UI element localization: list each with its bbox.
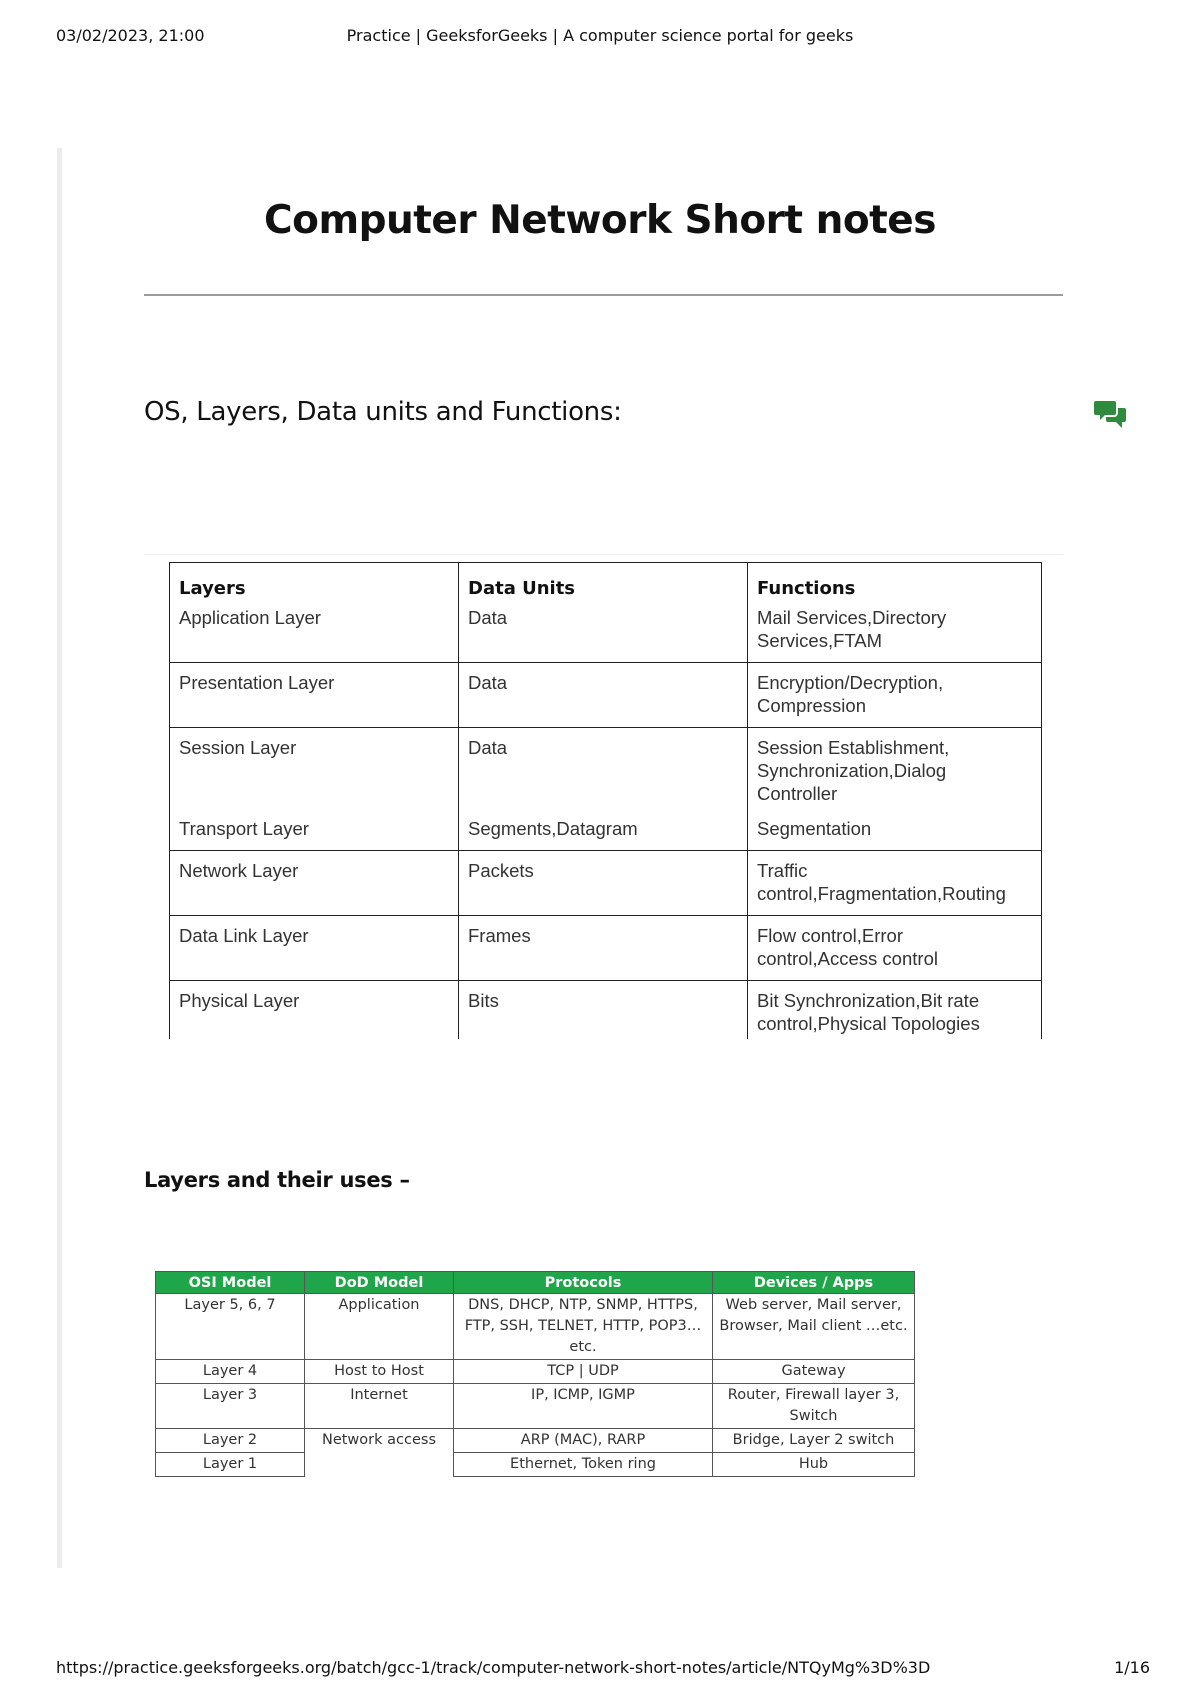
table-header-row <box>170 563 1042 605</box>
cell-function: Traffic control,Fragmentation,Routing <box>748 851 1042 916</box>
cell-unit: Segments,Datagram <box>459 811 748 851</box>
header-functions: Functions <box>748 563 1042 605</box>
cell-unit: Bits <box>459 981 748 1040</box>
table-row <box>170 663 1042 728</box>
cell-protocols: TCP | UDP <box>454 1360 713 1384</box>
osi-layers-table <box>169 562 1042 1039</box>
cell-osi: Layer 1 <box>156 1453 305 1477</box>
cell-dod: Application <box>305 1294 454 1360</box>
cell-devices: Web server, Mail server, Browser, Mail client …etc. <box>713 1294 915 1360</box>
cell-osi: Layer 3 <box>156 1384 305 1429</box>
cell-function: Bit Synchronization,Bit rate control,Physical Topologies <box>748 981 1042 1040</box>
cell-layer: Application Layer <box>170 604 459 663</box>
cell-unit: Data <box>459 663 748 728</box>
cell-function: Flow control,Error control,Access control <box>748 916 1042 981</box>
cell-layer: Physical Layer <box>170 981 459 1040</box>
chat-icon[interactable] <box>1094 398 1128 432</box>
table-row <box>156 1294 915 1360</box>
dod-model-table <box>155 1271 915 1477</box>
cell-protocols: DNS, DHCP, NTP, SNMP, HTTPS, FTP, SSH, TELNET, HTTP, POP3…etc. <box>454 1294 713 1360</box>
cell-protocols: IP, ICMP, IGMP <box>454 1384 713 1429</box>
page-number: 1/16 <box>1114 1658 1150 1677</box>
header-data-units: Data Units <box>459 563 748 605</box>
header-protocols: Protocols <box>454 1272 713 1294</box>
print-datetime: 03/02/2023, 21:00 <box>56 26 205 45</box>
cell-function: Encryption/Decryption, Compression <box>748 663 1042 728</box>
cell-devices: Bridge, Layer 2 switch <box>713 1429 915 1453</box>
cell-protocols: Ethernet, Token ring <box>454 1453 713 1477</box>
cell-function: Mail Services,Directory Services,FTAM <box>748 604 1042 663</box>
cell-layer: Presentation Layer <box>170 663 459 728</box>
title-divider <box>144 294 1063 296</box>
print-page-title: Practice | GeeksforGeeks | A computer science portal for geeks <box>346 26 854 45</box>
section-divider <box>144 554 1063 555</box>
cell-layer: Transport Layer <box>170 811 459 851</box>
cell-devices: Hub <box>713 1453 915 1477</box>
cell-dod: Host to Host <box>305 1360 454 1384</box>
cell-function: Segmentation <box>748 811 1042 851</box>
header-osi-model: OSI Model <box>156 1272 305 1294</box>
cell-layer: Network Layer <box>170 851 459 916</box>
table-row <box>156 1429 915 1453</box>
cell-unit: Data <box>459 604 748 663</box>
header-devices-apps: Devices / Apps <box>713 1272 915 1294</box>
cell-devices: Router, Firewall layer 3, Switch <box>713 1384 915 1429</box>
cell-dod: Network access <box>305 1429 454 1477</box>
table-row <box>170 728 1042 812</box>
table-row <box>156 1453 915 1477</box>
table-row <box>170 604 1042 663</box>
table-header-row <box>156 1272 915 1294</box>
table-row <box>170 916 1042 981</box>
cell-dod: Internet <box>305 1384 454 1429</box>
cell-devices: Gateway <box>713 1360 915 1384</box>
left-margin-rule <box>57 148 62 1568</box>
cell-protocols: ARP (MAC), RARP <box>454 1429 713 1453</box>
table-row <box>170 981 1042 1040</box>
cell-osi: Layer 5, 6, 7 <box>156 1294 305 1360</box>
cell-unit: Data <box>459 728 748 812</box>
print-url[interactable]: https://practice.geeksforgeeks.org/batch/gcc-1/track/computer-network-short-notes/article/NTQyMg%3D%3D <box>56 1658 931 1677</box>
table-row <box>156 1360 915 1384</box>
table-row <box>170 811 1042 851</box>
cell-unit: Frames <box>459 916 748 981</box>
cell-osi: Layer 2 <box>156 1429 305 1453</box>
cell-layer: Session Layer <box>170 728 459 812</box>
section-heading-uses: Layers and their uses – <box>144 1168 410 1192</box>
header-dod-model: DoD Model <box>305 1272 454 1294</box>
header-layers: Layers <box>170 563 459 605</box>
cell-unit: Packets <box>459 851 748 916</box>
cell-function: Session Establishment, Synchronization,Dialog Controller <box>748 728 1042 812</box>
page-title: Computer Network Short notes <box>264 198 936 243</box>
table-row <box>156 1384 915 1429</box>
cell-layer: Data Link Layer <box>170 916 459 981</box>
table-row <box>170 851 1042 916</box>
cell-osi: Layer 4 <box>156 1360 305 1384</box>
section-heading-osi: OS, Layers, Data units and Functions: <box>144 397 622 427</box>
